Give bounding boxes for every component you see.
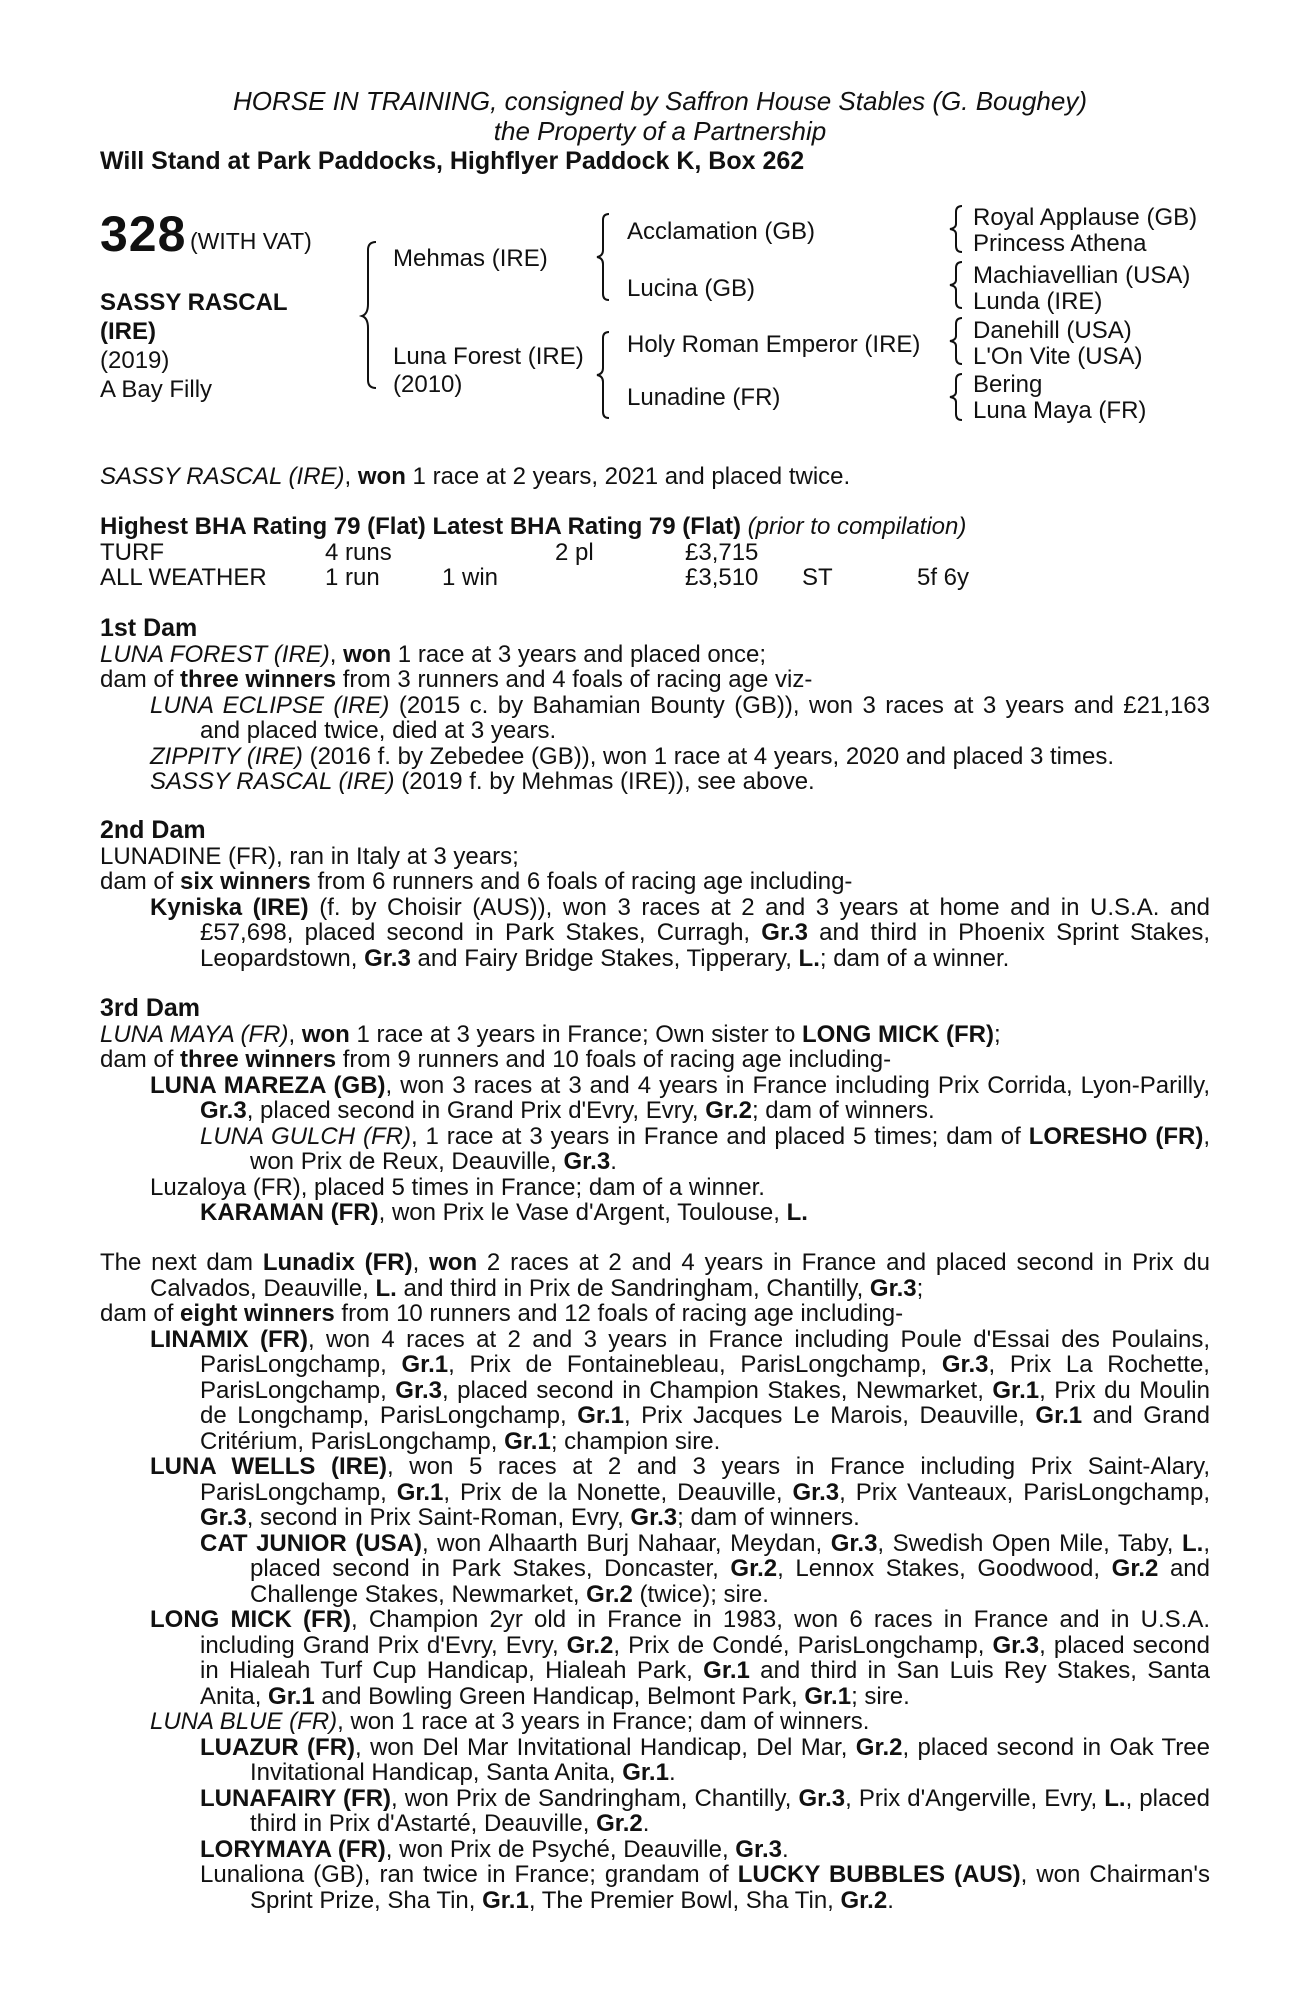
progeny-name: LUNA BLUE (FR) bbox=[150, 1708, 338, 1735]
progeny-record: and Challenge Stakes, Newmarket, bbox=[250, 1555, 1211, 1608]
record-cell: 2 pl bbox=[555, 539, 594, 566]
dam-record: ; bbox=[916, 1274, 924, 1302]
progeny-record: , Prix La Rochette, ParisLongchamp, bbox=[200, 1351, 1210, 1404]
progeny-record: , Prix Jacques Le Marois, Deauville, bbox=[623, 1402, 1036, 1429]
progeny-record: , Prix Vanteaux, ParisLongchamp, bbox=[839, 1478, 1211, 1506]
progeny-record: , Prix de Condé, ParisLongchamp, bbox=[613, 1631, 993, 1659]
pedigree-bracket-1 bbox=[950, 204, 966, 254]
progeny-name: SASSY RASCAL (IRE) bbox=[150, 768, 395, 795]
progeny-record: ; dam of a winner. bbox=[819, 944, 1010, 972]
pedigree-bracket-4 bbox=[950, 372, 966, 422]
progeny-record: , Prix du Moulin de Longchamp, ParisLongchamp, bbox=[200, 1376, 1210, 1429]
progeny-record: , Prix de Fontainebleau, ParisLongchamp, bbox=[448, 1351, 942, 1378]
section-title: 3rd Dam bbox=[100, 994, 201, 1022]
won-word: won bbox=[429, 1249, 478, 1276]
dam-name: LUNA FOREST (IRE) bbox=[100, 640, 330, 668]
dam-record: LUNADINE (FR), ran in Italy at 3 years; bbox=[100, 842, 519, 870]
grade: L. bbox=[375, 1274, 397, 1302]
pedigree-dam-year: (2010) bbox=[393, 371, 463, 398]
progeny-name: CAT JUNIOR (USA) bbox=[200, 1529, 422, 1557]
pedigree-sdd: Lunda (IRE) bbox=[973, 288, 1103, 315]
pedigree-ssd: Princess Athena bbox=[973, 230, 1147, 257]
grade: Gr.2 bbox=[1111, 1555, 1159, 1582]
progeny-name: LORYMAYA (FR) bbox=[200, 1835, 386, 1863]
pedigree-sds: Machiavellian (USA) bbox=[973, 262, 1191, 289]
grade: Gr.1 bbox=[703, 1657, 750, 1684]
progeny-record: , placed second in Champion Stakes, Newmarket, bbox=[441, 1376, 993, 1404]
progeny-record: (twice); sire. bbox=[632, 1580, 769, 1608]
progeny-record: , 1 race at 3 years in France and placed 5 times; dam of bbox=[410, 1122, 1029, 1150]
grade: Gr.3 bbox=[364, 944, 411, 972]
pedigree-dds: Bering bbox=[973, 371, 1043, 398]
rating-line bbox=[100, 514, 1210, 540]
grade: Gr.3 bbox=[992, 1631, 1040, 1659]
produce-text: dam of bbox=[100, 1300, 181, 1327]
pedigree-ddd: Luna Maya (FR) bbox=[973, 397, 1147, 424]
grade: L. bbox=[1104, 1784, 1126, 1812]
progeny-record: Lunaliona (GB), ran twice in France; grandam of bbox=[200, 1861, 738, 1888]
grade: Gr.2 bbox=[596, 1810, 643, 1837]
progeny-record: . bbox=[610, 1148, 617, 1175]
pedigree-bracket-2 bbox=[950, 260, 966, 310]
grade: Gr.1 bbox=[396, 1478, 444, 1506]
progeny-record: ; dam of winners. bbox=[677, 1504, 860, 1531]
grade: Gr.3 bbox=[830, 1529, 878, 1557]
grade: Gr.3 bbox=[200, 1504, 247, 1531]
produce-text: from 3 runners and 4 foals of racing age viz- bbox=[336, 666, 813, 693]
property-line: the Property of a Partnership bbox=[493, 116, 827, 146]
progeny-record: , won Prix de Sandringham, Chantilly, bbox=[391, 1784, 799, 1812]
progeny-name: LORESHO (FR) bbox=[1028, 1122, 1204, 1150]
progeny-record: ; champion sire. bbox=[550, 1427, 721, 1455]
progeny-record: and Bowling Green Handicap, Belmont Park, bbox=[314, 1682, 805, 1710]
grade: Gr.3 bbox=[630, 1504, 678, 1531]
progeny-record: and third in Phoenix Sprint Stakes, Leopardstown, bbox=[200, 919, 1210, 972]
pedigree-sss: Royal Applause (GB) bbox=[973, 204, 1198, 231]
record-cell: 1 win bbox=[442, 564, 499, 591]
progeny-name: LUNA ECLIPSE (IRE) bbox=[150, 691, 390, 719]
vat-label: (WITH VAT) bbox=[190, 228, 312, 254]
progeny-record: . bbox=[668, 1759, 676, 1786]
winners-count: three winners bbox=[180, 666, 337, 693]
grade: L. bbox=[786, 1199, 808, 1226]
race-summary: SASSY RASCAL (IRE), won 1 race at 2 years, 2021 and placed twice. bbox=[100, 463, 851, 490]
record-cell: ST bbox=[802, 564, 833, 591]
progeny-name: LUNAFAIRY (FR) bbox=[200, 1784, 392, 1812]
progeny-record: (f. by Choisir (AUS)), won 3 races at 2 and 3 years at home and in U.S.A. and £57,698, placed second in Park Stakes, Curragh, bbox=[200, 893, 1210, 946]
grade: Gr.2 bbox=[586, 1580, 633, 1608]
pedigree-bracket-sire bbox=[597, 212, 617, 302]
grade: Gr.3 bbox=[735, 1835, 782, 1863]
pedigree-sire-dam: Lucina (GB) bbox=[627, 275, 756, 302]
progeny-record: , won 1 race at 3 years in France; dam of winners. bbox=[337, 1708, 870, 1735]
pedigree-dam: Luna Forest (IRE) bbox=[393, 343, 584, 370]
horse-year: (2019) bbox=[100, 347, 170, 374]
grade: Gr.2 bbox=[705, 1097, 752, 1124]
progeny-record: , Prix de la Nonette, Deauville, bbox=[443, 1478, 793, 1506]
produce-text: dam of bbox=[100, 666, 181, 693]
grade: Gr.1 bbox=[992, 1376, 1040, 1404]
progeny-name: LUAZUR (FR) bbox=[200, 1733, 356, 1761]
progeny-record: . bbox=[887, 1886, 894, 1914]
grade: Gr.3 bbox=[798, 1784, 846, 1812]
progeny-record: , Swedish Open Mile, Taby, bbox=[877, 1529, 1183, 1557]
pedigree-dam-dam: Lunadine (FR) bbox=[627, 384, 781, 411]
progeny-name: KARAMAN (FR) bbox=[200, 1199, 379, 1226]
dam-name: Lunadix (FR) bbox=[262, 1249, 413, 1276]
progeny-record: and third in San Luis Rey Stakes, Santa Anita, bbox=[200, 1657, 1210, 1710]
progeny-name: LUNA GULCH (FR) bbox=[200, 1122, 411, 1150]
grade: Gr.3 bbox=[761, 919, 808, 946]
dam-record: and third in Prix de Sandringham, Chantilly, bbox=[396, 1274, 870, 1302]
dam-record: 1 race at 3 years in France; Own sister to bbox=[349, 1020, 802, 1048]
dam-record: ; bbox=[993, 1020, 1001, 1048]
produce-text: dam of bbox=[100, 868, 181, 895]
grade: Gr.1 bbox=[482, 1886, 529, 1914]
pedigree-bracket-dam bbox=[597, 330, 617, 420]
record-cell: 1 run bbox=[325, 564, 380, 591]
stand-location: Will Stand at Park Paddocks, Highflyer Paddock K, Box 262 bbox=[100, 147, 805, 175]
grade: Gr.3 bbox=[792, 1478, 840, 1506]
progeny-record: , won Prix le Vase d'Argent, Toulouse, bbox=[378, 1199, 787, 1226]
next-dam-section bbox=[100, 1250, 1210, 1913]
grade: Gr.3 bbox=[869, 1274, 917, 1302]
progeny-record: , won Del Mar Invitational Handicap, Del Mar, bbox=[355, 1733, 856, 1761]
section-title: 2nd Dam bbox=[100, 816, 206, 844]
record-cell: £3,510 bbox=[685, 564, 759, 591]
grade: Gr.3 bbox=[563, 1148, 611, 1175]
grade: Gr.1 bbox=[504, 1427, 551, 1455]
section-title: 1st Dam bbox=[100, 614, 198, 642]
produce-text: from 10 runners and 12 foals of racing age including- bbox=[334, 1300, 904, 1327]
dam-record: , bbox=[412, 1249, 430, 1276]
won-word: won bbox=[343, 640, 392, 668]
progeny-record: ; sire. bbox=[851, 1682, 910, 1710]
pedigree-bracket-main bbox=[362, 240, 382, 390]
dam-record: The next dam bbox=[100, 1249, 263, 1276]
progeny-name: ZIPPITY (IRE) bbox=[150, 742, 303, 770]
produce-text: from 6 runners and 6 foals of racing age including- bbox=[310, 868, 853, 895]
progeny-record: , won 4 races at 2 and 3 years in France including Poule d'Essai des Poulains, ParisLongchamp, bbox=[200, 1325, 1210, 1378]
pedigree-sire-sire: Acclamation (GB) bbox=[627, 218, 816, 245]
dam-record: 1 race at 3 years and placed once; bbox=[391, 640, 767, 668]
progeny-record: , placed second in Oak Tree Invitational Handicap, Santa Anita, bbox=[250, 1733, 1210, 1786]
grade: Gr.1 bbox=[268, 1682, 315, 1710]
winners-count: three winners bbox=[180, 1046, 337, 1073]
second-dam-section bbox=[100, 818, 1210, 971]
consignor-line: HORSE IN TRAINING, consigned by Saffron House Stables (G. Boughey) bbox=[232, 86, 1088, 116]
grade: Gr.2 bbox=[855, 1733, 903, 1761]
progeny-name: LUNA MAREZA (GB) bbox=[150, 1071, 386, 1099]
progeny-record: , won 5 races at 2 and 3 years in France including Prix Saint-Alary, ParisLongchamp, bbox=[200, 1453, 1210, 1506]
horse-origin: (IRE) bbox=[100, 318, 156, 345]
lot-number: 328 bbox=[100, 206, 187, 262]
progeny-name: Kyniska (IRE) bbox=[150, 893, 309, 921]
record-cell: £3,715 bbox=[685, 539, 759, 566]
progeny-record: . bbox=[782, 1835, 789, 1863]
record-cell: TURF bbox=[100, 539, 164, 566]
third-dam-section: 3rd Dam LUNA MAYA (FR), won 1 race at 3 years in France; Own sister to LONG MICK (FR); dam of three winners from 9 runners and 10 foals of racing age including- LUNA MAREZA (GB), won 3 races at 3 and 4 years in France including Prix Corrida, Lyon-Parilly, Gr.3, placed second in Grand Prix d'Evry, Evry, Gr.2; dam of winners. LUNA GULCH (FR), 1 race at 3 years in France and placed 5 times; dam of LORESHO (FR), won Prix de Reux, Deauville, Gr.3. Luzaloya (FR), placed 5 times in France; dam of a winner. KARAMAN (FR), won Prix le Vase d'Argent, Toulouse, L. bbox=[100, 994, 1210, 1226]
progeny-record: (2015 c. by Bahamian Bounty (GB)), won 3 races at 3 years and £21,163 and placed twice, died at 3 years. bbox=[200, 691, 1210, 744]
produce-text: dam of bbox=[100, 1046, 181, 1073]
grade: Gr.3 bbox=[200, 1097, 247, 1124]
first-dam-section: 1st Dam LUNA FOREST (IRE), won 1 race at 3 years and placed once; dam of three winners from 3 runners and 4 foals of racing age viz- LUNA ECLIPSE (IRE) (2015 c. by Bahamian Bounty (GB)), won 3 races at 3 years and £21,163 and placed twice, died at 3 years. ZIPPITY (IRE) (2016 f. by Zebedee (GB)), won 1 race at 4 years, 2020 and placed 3 times. SASSY RASCAL (IRE) (2019 f. by Mehmas (IRE)), see above. bbox=[100, 614, 1210, 795]
won-word: won bbox=[301, 1020, 350, 1048]
progeny-record: , second in Prix Saint-Roman, Evry, bbox=[246, 1504, 631, 1531]
dam-name: LUNA MAYA (FR) bbox=[100, 1020, 289, 1048]
progeny-name: LINAMIX (FR) bbox=[150, 1325, 308, 1353]
progeny-name: LONG MICK (FR) bbox=[150, 1606, 352, 1633]
record-cell: 4 runs bbox=[325, 539, 392, 566]
progeny-record: , won 3 races at 3 and 4 years in France including Prix Corrida, Lyon-Parilly, bbox=[385, 1071, 1210, 1099]
pedigree-dsd: L'On Vite (USA) bbox=[973, 343, 1143, 370]
horse-name: SASSY RASCAL bbox=[100, 289, 288, 316]
progeny-record: , Lennox Stakes, Goodwood, bbox=[777, 1555, 1112, 1582]
progeny-record: , won Prix de Psyché, Deauville, bbox=[385, 1835, 736, 1863]
grade: Gr.1 bbox=[622, 1759, 669, 1786]
produce-text: from 9 runners and 10 foals of racing age including- bbox=[336, 1046, 892, 1073]
progeny-record: , placed second in Park Stakes, Doncaster, bbox=[250, 1529, 1211, 1582]
progeny-record: , placed second in Grand Prix d'Evry, Evry, bbox=[246, 1097, 706, 1124]
progeny-record: , won Chairman's Sprint Prize, Sha Tin, bbox=[250, 1861, 1211, 1914]
winners-count: six winners bbox=[180, 868, 311, 895]
progeny-record: , The Premier Bowl, Sha Tin, bbox=[528, 1886, 841, 1914]
progeny-record: , won Alhaarth Burj Nahaar, Meydan, bbox=[421, 1529, 831, 1557]
summary-won: won bbox=[357, 463, 406, 490]
progeny-name: LUNA WELLS (IRE) bbox=[150, 1453, 387, 1480]
progeny-name: LUCKY BUBBLES (AUS) bbox=[737, 1861, 1021, 1888]
summary-horse: SASSY RASCAL (IRE) bbox=[100, 463, 345, 490]
grade: L. bbox=[1182, 1529, 1204, 1557]
progeny-record: . bbox=[642, 1810, 650, 1837]
grade: Gr.1 bbox=[804, 1682, 852, 1710]
progeny-record: and Fairy Bridge Stakes, Tipperary, bbox=[410, 944, 799, 972]
horse-block bbox=[100, 288, 288, 404]
grade: Gr.3 bbox=[941, 1351, 989, 1378]
grade: Gr.1 bbox=[577, 1402, 624, 1429]
progeny-record: ; dam of winners. bbox=[751, 1097, 935, 1124]
progeny-record: (2016 f. by Zebedee (GB)), won 1 race at 4 years, 2020 and placed 3 times. bbox=[302, 742, 1115, 770]
progeny-record: Luzaloya (FR), placed 5 times in France; dam of a winner. bbox=[150, 1173, 765, 1201]
pedigree-dam-sire: Holy Roman Emperor (IRE) bbox=[627, 331, 921, 358]
rating-highest: Highest BHA Rating 79 (Flat) Latest BHA Rating 79 (Flat) bbox=[100, 513, 741, 540]
grade: Gr.3 bbox=[395, 1376, 442, 1404]
progeny-record: , won Prix de Reux, Deauville, bbox=[250, 1122, 1210, 1175]
progeny-record: and Grand Critérium, ParisLongchamp, bbox=[200, 1402, 1210, 1455]
dam-record: 2 races at 2 and 4 years in France and placed second in Prix du Calvados, Deauville, bbox=[150, 1249, 1210, 1302]
horse-description: A Bay Filly bbox=[100, 376, 213, 403]
grade: Gr.1 bbox=[1035, 1402, 1083, 1429]
progeny-record: (2019 f. by Mehmas (IRE)), see above. bbox=[394, 768, 815, 795]
winners-count: eight winners bbox=[180, 1300, 335, 1327]
progeny-record: , placed second in Hialeah Turf Cup Handicap, Hialeah Park, bbox=[200, 1631, 1210, 1684]
summary-rest: 1 race at 2 years, 2021 and placed twice. bbox=[405, 463, 851, 490]
pedigree-sire: Mehmas (IRE) bbox=[393, 245, 548, 272]
grade: Gr.2 bbox=[566, 1631, 614, 1659]
sibling-name: LONG MICK (FR) bbox=[802, 1020, 994, 1048]
rating-note: (prior to compilation) bbox=[747, 513, 967, 540]
grade: L. bbox=[798, 944, 820, 972]
progeny-record: , Prix d'Angerville, Evry, bbox=[845, 1784, 1105, 1812]
grade: Gr.2 bbox=[730, 1555, 778, 1582]
record-cell: 5f 6y bbox=[917, 564, 970, 591]
record-cell: ALL WEATHER bbox=[100, 564, 267, 591]
progeny-record: , Champion 2yr old in France in 1983, won 6 races in France and in U.S.A. including Grand Prix d'Evry, Evry, bbox=[200, 1606, 1211, 1659]
pedigree-bracket-3 bbox=[950, 316, 966, 366]
pedigree-dss: Danehill (USA) bbox=[973, 317, 1132, 344]
grade: Gr.2 bbox=[840, 1886, 888, 1914]
progeny-record: , placed third in Prix d'Astarté, Deauville, bbox=[250, 1784, 1211, 1837]
grade: Gr.1 bbox=[401, 1351, 449, 1378]
